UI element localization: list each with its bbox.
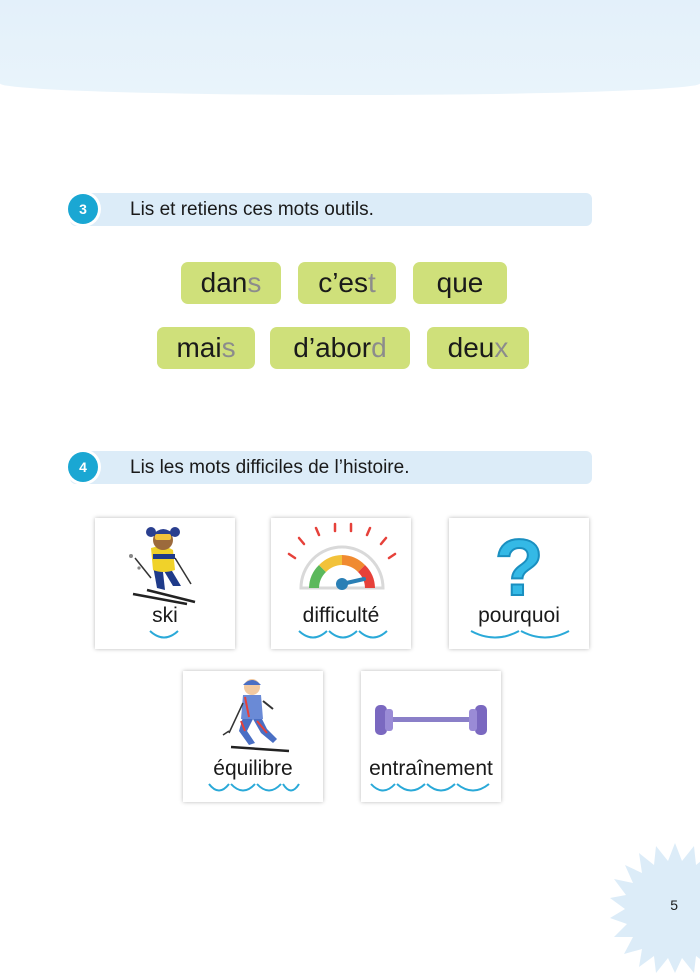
word-mute-letter: t (368, 267, 376, 298)
word-label: ski (152, 604, 178, 627)
word-label: équilibre (213, 757, 293, 780)
word-card-entrainement (361, 671, 501, 802)
word-main: deu (447, 332, 495, 363)
word-mute-letter: s (221, 332, 236, 363)
syllable-arcs (183, 781, 323, 797)
header-band (0, 0, 700, 95)
word-tag-dans (181, 262, 281, 304)
syllable-arcs (95, 628, 235, 644)
question-mark-icon: ? (494, 523, 544, 612)
word-label: difficulté (302, 604, 380, 627)
section-3-title: Lis et retiens ces mots outils. (130, 199, 374, 220)
syllable-arcs (449, 628, 589, 644)
gauge-icon (271, 518, 411, 608)
word-label: pourquoi (478, 604, 560, 627)
corner-burst-decoration (610, 843, 700, 973)
section-3-header (70, 193, 592, 226)
word-tag-mais (157, 327, 255, 369)
section-4-title: Lis les mots difficiles de l’histoire. (130, 457, 410, 478)
section-4-header (70, 451, 592, 484)
skier-girl-icon (95, 518, 235, 608)
skier-balance-icon (183, 671, 323, 761)
word-card-equilibre (183, 671, 323, 802)
syllable-arcs (271, 628, 411, 644)
word-tag-cest (298, 262, 396, 304)
word-tag-dabord (270, 327, 410, 369)
word-card-ski (95, 518, 235, 649)
page-number: 5 (670, 897, 678, 913)
word-mute-letter: d (371, 332, 387, 363)
word-main: dan (200, 267, 248, 298)
syllable-arcs (361, 781, 501, 797)
section-4-number: 4 (68, 452, 98, 482)
word-tag-que (413, 262, 507, 304)
word-mute-letter: x (494, 332, 509, 363)
word-label: entraînement (369, 757, 493, 780)
word-main: que (436, 267, 484, 298)
word-main: mai (176, 332, 222, 363)
word-main: d’abor (293, 332, 372, 363)
word-tag-deux (427, 327, 529, 369)
word-card-pourquoi (449, 518, 589, 649)
word-main: c’es (318, 267, 368, 298)
word-card-difficulte (271, 518, 411, 649)
barbell-icon (361, 671, 501, 761)
section-3-number: 3 (68, 194, 98, 224)
word-mute-letter: s (247, 267, 262, 298)
